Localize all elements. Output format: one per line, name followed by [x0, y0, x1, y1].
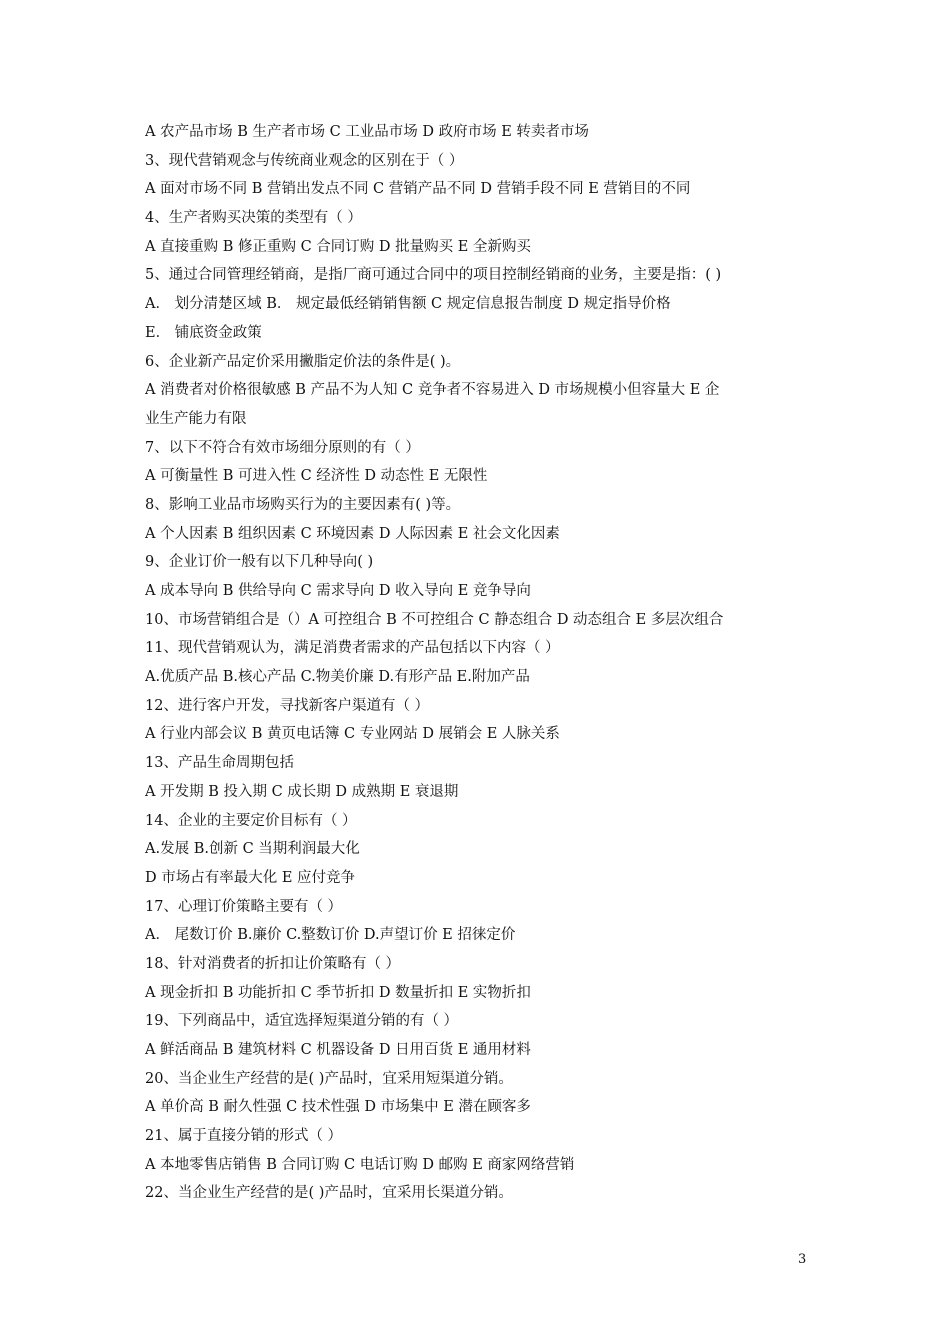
- question-line: 10、市场营销组合是（）A 可控组合 B 不可控组合 C 静态组合 D 动态组合 E 多层次组合: [145, 611, 724, 628]
- answer-line: A 单价高 B 耐久性强 C 技术性强 D 市场集中 E 潜在顾客多: [145, 1099, 531, 1116]
- question-line: 7、以下不符合有效市场细分原则的有（ ）: [145, 439, 420, 456]
- page-number: 3: [798, 1252, 807, 1267]
- answer-line: E． 铺底资金政策: [145, 324, 262, 341]
- answer-line: A 成本导向 B 供给导向 C 需求导向 D 收入导向 E 竞争导向: [145, 583, 531, 599]
- question-line: 19、下列商品中，适宜选择短渠道分销的有（ ）: [145, 1013, 459, 1030]
- answer-line: A 消费者对价格很敏感 B 产品不为人知 C 竞争者不容易进入 D 市场规模小但容量大 E 企: [145, 382, 720, 399]
- answer-line: A 面对市场不同 B 营销出发点不同 C 营销产品不同 D 营销手段不同 E 营销目的不同: [145, 181, 691, 198]
- question-line: 17、心理订价策略主要有（ ）: [145, 898, 343, 915]
- answer-line: A 可衡量性 B 可进入性 C 经济性 D 动态性 E 无限性: [145, 468, 488, 485]
- answer-line: A 农产品市场 B 生产者市场 C 工业品市场 D 政府市场 E 转卖者市场: [145, 124, 589, 140]
- question-line: 20、当企业生产经营的是( )产品时，宜采用短渠道分销。: [145, 1070, 513, 1087]
- answer-line: A 现金折扣 B 功能折扣 C 季节折扣 D 数量折扣 E 实物折扣: [145, 984, 531, 1001]
- answer-line: 业生产能力有限: [145, 410, 247, 427]
- question-line: 14、企业的主要定价目标有（ ）: [145, 812, 357, 829]
- answer-line: A． 尾数订价 B.廉价 C.整数订价 D.声望订价 E 招徕定价: [145, 927, 516, 944]
- answer-line: A 开发期 B 投入期 C 成长期 D 成熟期 E 衰退期: [145, 783, 459, 800]
- question-line: 8、影响工业品市场购买行为的主要因素有( )等。: [145, 496, 461, 513]
- answer-line: D 市场占有率最大化 E 应付竞争: [145, 869, 356, 886]
- question-line: 21、属于直接分销的形式（ ）: [145, 1128, 343, 1145]
- answer-line: A 直接重购 B 修正重购 C 合同订购 D 批量购买 E 全新购买: [145, 238, 531, 255]
- question-line: 4、生产者购买决策的类型有（ ）: [145, 210, 362, 227]
- question-line: 18、针对消费者的折扣让价策略有（ ）: [145, 955, 401, 972]
- question-line: 12、进行客户开发，寻找新客户渠道有（ ）: [145, 697, 430, 714]
- question-line: 9、企业订价一般有以下几种导向( ): [145, 554, 374, 571]
- answer-line: A 本地零售店销售 B 合同订购 C 电话订购 D 邮购 E 商家网络营销: [145, 1156, 575, 1173]
- answer-line: A． 划分清楚区域 B． 规定最低经销销售额 C 规定信息报告制度 D 规定指导价格: [145, 296, 671, 313]
- question-line: 3、现代营销观念与传统商业观念的区别在于（ ）: [145, 152, 464, 169]
- question-line: 5、通过合同管理经销商，是指厂商可通过合同中的项目控制经销商的业务，主要是指：( ): [145, 267, 722, 284]
- question-line: 22、当企业生产经营的是( )产品时，宜采用长渠道分销。: [145, 1185, 513, 1202]
- answer-line: A.优质产品 B.核心产品 C.物美价廉 D.有形产品 E.附加产品: [145, 669, 530, 686]
- answer-line: A 行业内部会议 B 黄页电话簿 C 专业网站 D 展销会 E 人脉关系: [145, 726, 560, 743]
- answer-line: A.发展 B.创新 C 当期利润最大化: [145, 841, 360, 858]
- answer-line: A 个人因素 B 组织因素 C 环境因素 D 人际因素 E 社会文化因素: [145, 525, 560, 542]
- answer-line: A 鲜活商品 B 建筑材料 C 机器设备 D 日用百货 E 通用材料: [145, 1042, 531, 1058]
- question-line: 13、产品生命周期包括: [145, 755, 294, 772]
- question-list: [145, 118, 810, 1208]
- question-line: 6、企业新产品定价采用撇脂定价法的条件是( )。: [145, 353, 461, 370]
- question-line: 11、现代营销观认为，满足消费者需求的产品包括以下内容（ ）: [145, 640, 560, 657]
